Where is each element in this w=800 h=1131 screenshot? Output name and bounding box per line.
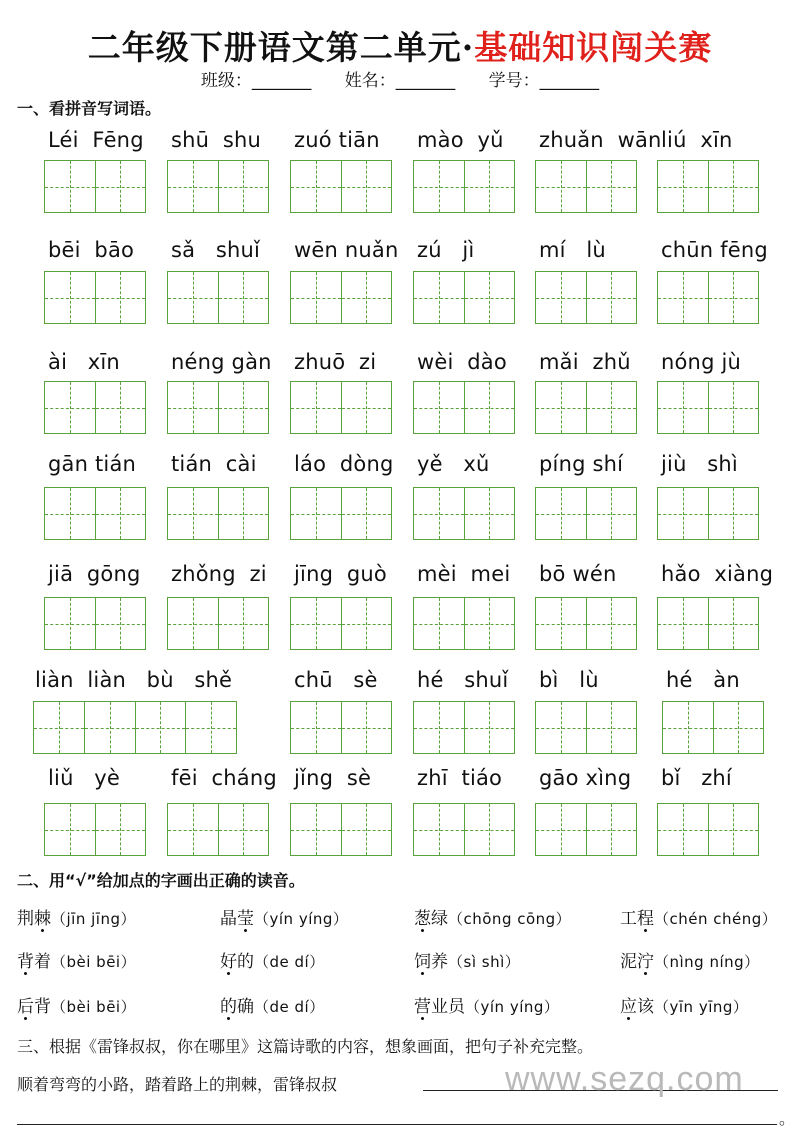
grid-cell[interactable] xyxy=(465,488,515,539)
title-highlight: 基础知识闯关赛 xyxy=(474,28,713,67)
grid-cell[interactable] xyxy=(136,702,187,753)
pinyin-label: yě xǔ xyxy=(417,452,490,476)
grid-cell[interactable] xyxy=(658,272,709,323)
grid-cell[interactable] xyxy=(45,272,96,323)
writing-grid[interactable] xyxy=(44,271,146,324)
grid-cell[interactable] xyxy=(342,804,392,855)
pinyin-label: zhuō zi xyxy=(294,350,377,374)
pinyin-label: zuó tiān xyxy=(294,128,380,152)
pinyin-label: hé àn xyxy=(666,668,740,692)
pronunciation-item xyxy=(620,947,760,972)
word: 葱绿 xyxy=(414,909,448,929)
pinyin-label: jīng guò xyxy=(294,562,387,586)
pinyin-label: liǔ yè xyxy=(48,766,120,790)
pronunciation-item xyxy=(220,992,325,1017)
grid-cell[interactable] xyxy=(465,804,515,855)
emphasis-dot xyxy=(421,929,424,932)
writing-grid[interactable] xyxy=(535,487,637,540)
grid-cell[interactable] xyxy=(414,488,465,539)
grid-cell[interactable] xyxy=(219,804,269,855)
pinyin-label: mào yǔ xyxy=(417,128,504,152)
grid-cell[interactable] xyxy=(709,382,759,433)
writing-grid[interactable] xyxy=(657,597,759,650)
writing-grid[interactable] xyxy=(535,160,637,213)
pronunciation-item xyxy=(17,947,136,972)
pinyin-options[interactable]: （bèi bēi） xyxy=(51,998,137,1016)
pinyin-label: Léi Fēng xyxy=(48,128,144,152)
pronunciation-item xyxy=(17,904,136,929)
pinyin-label: ài xīn xyxy=(48,350,120,374)
grid-cell[interactable] xyxy=(465,382,515,433)
pinyin-label: hǎo xiàng xyxy=(661,562,774,586)
grid-cell[interactable] xyxy=(219,488,269,539)
grid-cell[interactable] xyxy=(342,488,392,539)
pinyin-label: bì lù xyxy=(539,668,599,692)
pronunciation-item xyxy=(17,992,136,1017)
emphasis-dot xyxy=(227,1017,230,1020)
writing-grid[interactable] xyxy=(44,160,146,213)
pinyin-label: shū shu xyxy=(171,128,262,152)
pinyin-options[interactable]: （de dí） xyxy=(254,953,325,971)
pinyin-label: néng gàn xyxy=(171,350,272,374)
grid-cell[interactable] xyxy=(168,272,219,323)
grid-cell[interactable] xyxy=(219,598,269,649)
writing-grid[interactable] xyxy=(535,701,637,754)
grid-cell[interactable] xyxy=(536,702,587,753)
grid-cell[interactable] xyxy=(168,382,219,433)
emphasis-dot xyxy=(244,929,247,932)
writing-grid[interactable] xyxy=(657,160,759,213)
writing-grid[interactable] xyxy=(657,381,759,434)
writing-grid[interactable] xyxy=(290,701,392,754)
grid-cell[interactable] xyxy=(45,161,96,212)
word: 营业员 xyxy=(414,997,465,1017)
grid-cell[interactable] xyxy=(658,804,709,855)
grid-cell[interactable] xyxy=(536,488,587,539)
grid-cell[interactable] xyxy=(536,161,587,212)
end-period: 。 xyxy=(779,1109,796,1128)
writing-grid[interactable] xyxy=(657,487,759,540)
word: 饲养 xyxy=(414,952,448,972)
pronunciation-item xyxy=(414,992,559,1017)
grid-cell[interactable] xyxy=(709,272,759,323)
writing-grid[interactable] xyxy=(167,271,269,324)
grid-cell[interactable] xyxy=(663,702,714,753)
pinyin-options[interactable]: （sì shì） xyxy=(448,953,521,971)
emphasis-dot xyxy=(24,972,27,975)
pinyin-label: tián cài xyxy=(171,452,257,476)
grid-cell[interactable] xyxy=(709,161,759,212)
pinyin-options[interactable]: （bèi bēi） xyxy=(51,953,137,971)
watermark: www.sezq.com xyxy=(505,1060,744,1098)
grid-cell[interactable] xyxy=(45,488,96,539)
grid-cell[interactable] xyxy=(96,161,146,212)
grid-cell[interactable] xyxy=(168,598,219,649)
grid-cell[interactable] xyxy=(536,598,587,649)
writing-grid[interactable] xyxy=(290,160,392,213)
answer-line-2[interactable] xyxy=(17,1124,777,1125)
word: 应该 xyxy=(620,997,654,1017)
writing-grid[interactable] xyxy=(535,271,637,324)
word: 荆棘 xyxy=(17,909,51,929)
grid-cell[interactable] xyxy=(536,804,587,855)
writing-grid[interactable] xyxy=(413,160,515,213)
grid-cell[interactable] xyxy=(291,272,342,323)
pinyin-label: wēn nuǎn xyxy=(294,238,399,262)
grid-cell[interactable] xyxy=(714,702,764,753)
pinyin-label: chū sè xyxy=(294,668,378,692)
grid-cell[interactable] xyxy=(219,272,269,323)
grid-cell[interactable] xyxy=(414,161,465,212)
grid-cell[interactable] xyxy=(291,382,342,433)
pinyin-label: jiā gōng xyxy=(48,562,141,586)
grid-cell[interactable] xyxy=(342,161,392,212)
writing-grid[interactable] xyxy=(167,487,269,540)
writing-grid[interactable] xyxy=(662,701,764,754)
grid-cell[interactable] xyxy=(168,161,219,212)
pinyin-label: zhī tiáo xyxy=(417,766,503,790)
pinyin-label: mǎi zhǔ xyxy=(539,350,631,374)
pinyin-label: chūn fēng xyxy=(661,238,768,262)
word: 背着 xyxy=(17,952,51,972)
pinyin-options[interactable]: （yín yíng） xyxy=(465,998,560,1016)
grid-cell[interactable] xyxy=(45,804,96,855)
grid-cell[interactable] xyxy=(536,382,587,433)
grid-cell[interactable] xyxy=(465,272,515,323)
pinyin-label: hé shuǐ xyxy=(417,668,509,692)
grid-cell[interactable] xyxy=(658,382,709,433)
grid-cell[interactable] xyxy=(709,488,759,539)
pinyin-label: fēi cháng xyxy=(171,766,277,790)
grid-cell[interactable] xyxy=(536,272,587,323)
grid-cell[interactable] xyxy=(414,804,465,855)
grid-cell[interactable] xyxy=(291,488,342,539)
word: 的确 xyxy=(220,997,254,1017)
word: 晶莹 xyxy=(220,909,254,929)
grid-cell[interactable] xyxy=(96,382,146,433)
pinyin-options[interactable]: （jīn jīng） xyxy=(51,910,136,928)
grid-cell[interactable] xyxy=(587,382,637,433)
grid-cell[interactable] xyxy=(709,598,759,649)
student-number-field: 学号：_______ xyxy=(488,71,600,91)
writing-grid[interactable] xyxy=(167,597,269,650)
grid-cell[interactable] xyxy=(709,804,759,855)
section2-heading: 二、用“√”给加点的字画出正确的读音。 xyxy=(17,871,305,890)
grid-cell[interactable] xyxy=(186,702,236,753)
pinyin-label: mèi mei xyxy=(417,562,511,586)
pronunciation-item xyxy=(414,904,571,929)
writing-grid[interactable] xyxy=(413,701,515,754)
grid-cell[interactable] xyxy=(414,702,465,753)
grid-cell[interactable] xyxy=(168,804,219,855)
grid-cell[interactable] xyxy=(96,598,146,649)
emphasis-dot xyxy=(421,972,424,975)
grid-cell[interactable] xyxy=(85,702,136,753)
grid-cell[interactable] xyxy=(658,598,709,649)
pinyin-label: gāo xìng xyxy=(539,766,632,790)
pinyin-label: píng shí xyxy=(539,452,624,476)
grid-cell[interactable] xyxy=(34,702,85,753)
emphasis-dot xyxy=(627,1017,630,1020)
grid-cell[interactable] xyxy=(96,804,146,855)
pinyin-options[interactable]: （nìng níng） xyxy=(654,953,760,971)
pinyin-label: liàn liàn bù shě xyxy=(35,668,233,692)
writing-grid[interactable] xyxy=(290,381,392,434)
writing-grid[interactable] xyxy=(413,381,515,434)
grid-cell[interactable] xyxy=(465,702,515,753)
pinyin-label: nóng jù xyxy=(661,350,742,374)
writing-grid[interactable] xyxy=(44,487,146,540)
worksheet-title xyxy=(0,22,800,69)
pronunciation-item xyxy=(414,947,520,972)
writing-grid[interactable] xyxy=(167,381,269,434)
writing-grid[interactable] xyxy=(33,701,237,754)
grid-cell[interactable] xyxy=(587,702,637,753)
grid-cell[interactable] xyxy=(587,488,637,539)
grid-cell[interactable] xyxy=(45,382,96,433)
grid-cell[interactable] xyxy=(587,804,637,855)
grid-cell[interactable] xyxy=(342,702,392,753)
pinyin-label: mí lù xyxy=(539,238,606,262)
grid-cell[interactable] xyxy=(342,598,392,649)
title-main: 二年级下册语文第二单元· xyxy=(87,28,475,67)
emphasis-dot xyxy=(644,972,647,975)
emphasis-dot xyxy=(421,1017,424,1020)
pinyin-options[interactable]: （yín yíng） xyxy=(254,910,349,928)
pinyin-label: láo dòng xyxy=(294,452,394,476)
pinyin-label: bēi bāo xyxy=(48,238,135,262)
grid-cell[interactable] xyxy=(465,598,515,649)
writing-grid[interactable] xyxy=(290,487,392,540)
pinyin-label: bǐ zhí xyxy=(661,766,732,790)
emphasis-dot xyxy=(41,929,44,932)
pinyin-options[interactable]: （chōng cōng） xyxy=(448,910,572,928)
writing-grid[interactable] xyxy=(535,381,637,434)
grid-cell[interactable] xyxy=(291,598,342,649)
pinyin-label: liú xīn xyxy=(661,128,733,152)
grid-cell[interactable] xyxy=(219,382,269,433)
grid-cell[interactable] xyxy=(414,272,465,323)
grid-cell[interactable] xyxy=(291,702,342,753)
pinyin-label: zú jì xyxy=(417,238,475,262)
grid-cell[interactable] xyxy=(45,598,96,649)
grid-cell[interactable] xyxy=(465,161,515,212)
pronunciation-item xyxy=(620,992,748,1017)
grid-cell[interactable] xyxy=(168,488,219,539)
emphasis-dot xyxy=(24,1017,27,1020)
writing-grid[interactable] xyxy=(44,803,146,856)
grid-cell[interactable] xyxy=(658,488,709,539)
writing-grid[interactable] xyxy=(657,803,759,856)
class-field: 班级：_______ xyxy=(200,71,312,91)
pinyin-label: gān tián xyxy=(48,452,137,476)
name-field: 姓名：_______ xyxy=(344,71,456,91)
pinyin-options[interactable]: （yīn yīng） xyxy=(654,998,749,1016)
section3-heading: 三、根据《雷锋叔叔，你在哪里》这篇诗歌的内容，想象画面，把句子补充完整。 xyxy=(17,1037,594,1056)
writing-grid[interactable] xyxy=(535,597,637,650)
grid-cell[interactable] xyxy=(587,598,637,649)
pinyin-options[interactable]: （chén chéng） xyxy=(654,910,778,928)
emphasis-dot xyxy=(227,972,230,975)
writing-grid[interactable] xyxy=(290,597,392,650)
pronunciation-item xyxy=(220,904,348,929)
section1-heading: 一、看拼音写词语。 xyxy=(17,99,162,118)
grid-cell[interactable] xyxy=(342,382,392,433)
grid-cell[interactable] xyxy=(291,161,342,212)
grid-cell[interactable] xyxy=(587,272,637,323)
writing-grid[interactable] xyxy=(167,160,269,213)
writing-grid[interactable] xyxy=(413,597,515,650)
writing-grid[interactable] xyxy=(413,803,515,856)
writing-grid[interactable] xyxy=(44,597,146,650)
writing-grid[interactable] xyxy=(167,803,269,856)
grid-cell[interactable] xyxy=(587,161,637,212)
word: 好的 xyxy=(220,952,254,972)
pronunciation-item xyxy=(620,904,777,929)
grid-cell[interactable] xyxy=(219,161,269,212)
pinyin-options[interactable]: （de dí） xyxy=(254,998,325,1016)
grid-cell[interactable] xyxy=(414,598,465,649)
word: 后背 xyxy=(17,997,51,1017)
word: 工程 xyxy=(620,909,654,929)
grid-cell[interactable] xyxy=(96,488,146,539)
writing-grid[interactable] xyxy=(290,271,392,324)
pinyin-label: jiù shì xyxy=(661,452,738,476)
writing-grid[interactable] xyxy=(657,271,759,324)
writing-grid[interactable] xyxy=(44,381,146,434)
pinyin-label: sǎ shuǐ xyxy=(171,238,261,262)
grid-cell[interactable] xyxy=(414,382,465,433)
emphasis-dot xyxy=(644,929,647,932)
student-info xyxy=(0,66,800,91)
pinyin-label: bō wén xyxy=(539,562,617,586)
pronunciation-item xyxy=(220,947,325,972)
writing-grid[interactable] xyxy=(413,487,515,540)
pinyin-label: wèi dào xyxy=(417,350,507,374)
grid-cell[interactable] xyxy=(96,272,146,323)
grid-cell[interactable] xyxy=(658,161,709,212)
writing-grid[interactable] xyxy=(413,271,515,324)
section3-sentence: 顺着弯弯的小路，踏着路上的荆棘，雷锋叔叔 xyxy=(17,1075,338,1094)
grid-cell[interactable] xyxy=(342,272,392,323)
pinyin-label: zhǒng zi xyxy=(171,562,267,586)
grid-cell[interactable] xyxy=(291,804,342,855)
pinyin-label: zhuǎn wān xyxy=(539,128,662,152)
writing-grid[interactable] xyxy=(290,803,392,856)
pinyin-label: jǐng sè xyxy=(294,766,372,790)
word: 泥泞 xyxy=(620,952,654,972)
writing-grid[interactable] xyxy=(535,803,637,856)
